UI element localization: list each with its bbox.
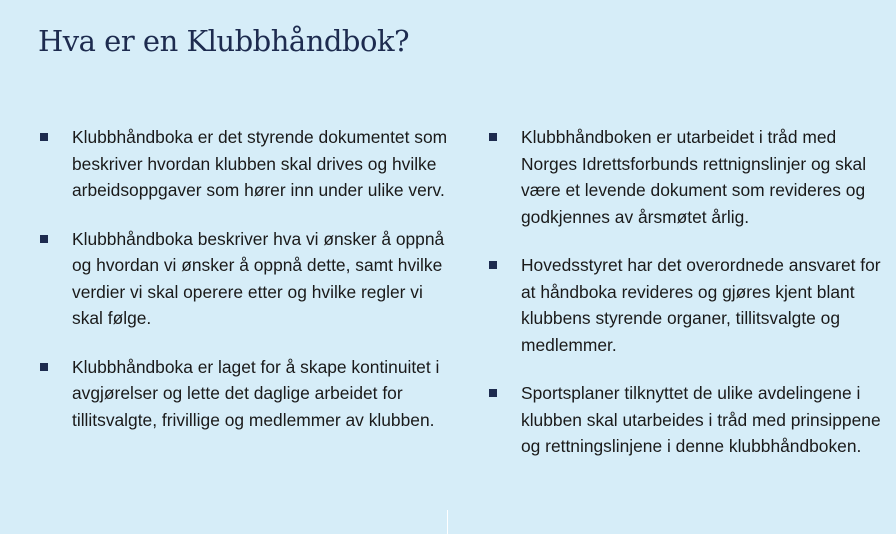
bullet-text: Klubbhåndboka er det styrende dokumentet som beskriver hvordan klubben skal drives og hvilke arbeidsoppgaver som hører inn under ulike verv. (72, 127, 448, 200)
bullet-text: Hovedsstyret har det overordnede ansvaret for at håndboka revideres og gjøres kjent blant klubbens styrende organer, tillitsvalgte og medlemmer. (521, 255, 881, 355)
bullet-item (38, 354, 448, 434)
bullet-item (487, 380, 892, 460)
right-column (487, 124, 892, 482)
square-bullet-icon (40, 133, 48, 141)
square-bullet-icon (489, 261, 497, 269)
bullet-item (487, 124, 892, 230)
bullet-text: Klubbhåndboken er utarbeidet i tråd med Norges Idrettsforbunds rettnignslinjer og skal være et levende dokument som revideres og godkjennes av årsmøtet årlig. (521, 127, 867, 227)
left-column (38, 124, 448, 455)
bullet-text: Klubbhåndboka beskriver hva vi ønsker å oppnå og hvordan vi ønsker å oppnå dette, samt hvilke verdier vi skal operere etter og hvilke regler vi skal følge. (72, 228, 445, 328)
bullet-text: Klubbhåndboka er laget for å skape kontinuitet i avgjørelser og lette det daglige arbeidet for tillitsvalgte, frivillige og medlemmer av klubben. (72, 356, 440, 430)
bullet-text: Sportsplaner tilknyttet de ulike avdelingene i klubben skal utarbeides i tråd med prinsippene og rettningslinjene i denne klubbhåndboken. (521, 383, 881, 456)
bullet-item (487, 252, 892, 358)
bullet-item (38, 226, 448, 332)
square-bullet-icon (40, 235, 48, 243)
square-bullet-icon (40, 363, 48, 371)
column-divider (447, 510, 448, 534)
square-bullet-icon (489, 389, 497, 397)
bullet-item (38, 124, 448, 204)
square-bullet-icon (489, 133, 497, 141)
page-title: Hva er en Klubbhåndbok? (38, 24, 410, 58)
